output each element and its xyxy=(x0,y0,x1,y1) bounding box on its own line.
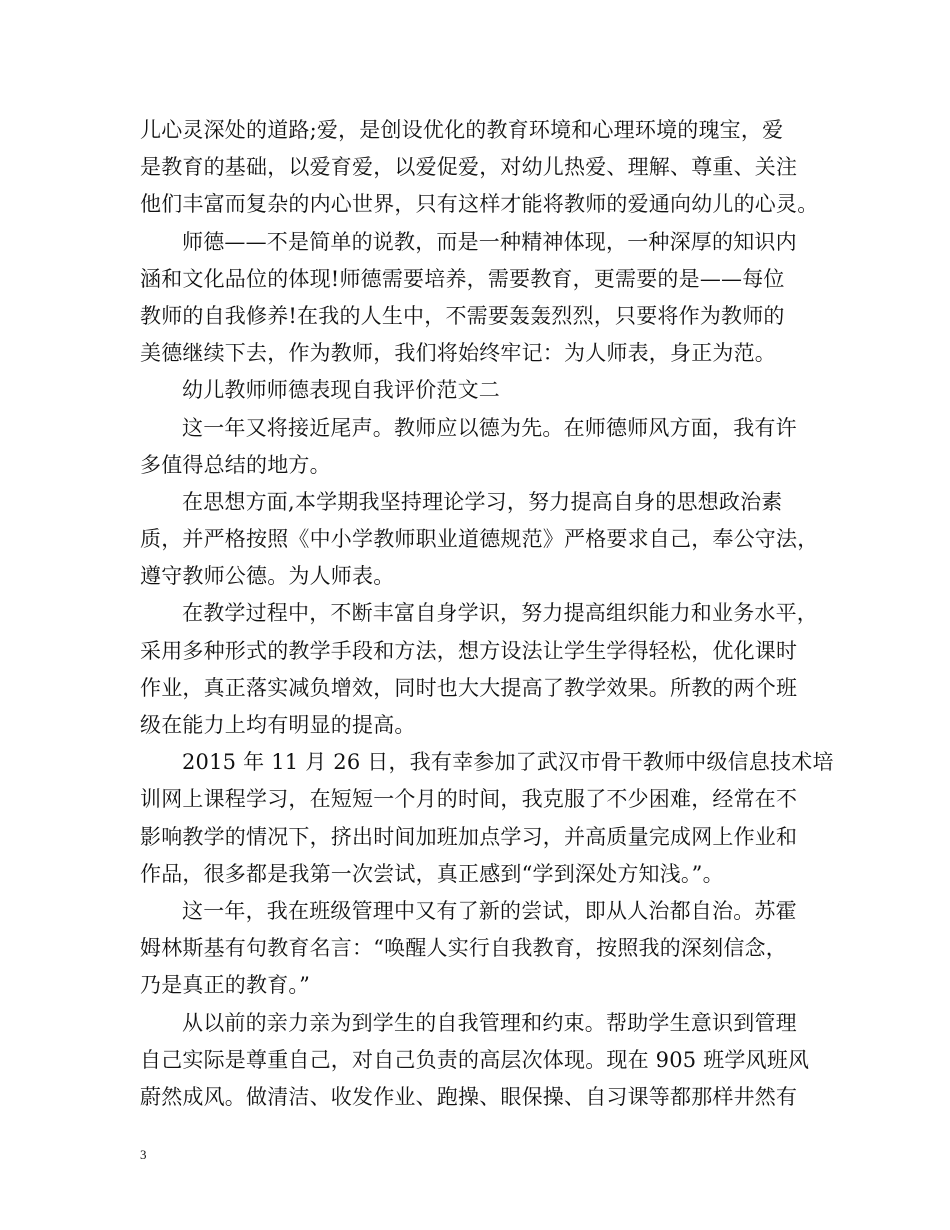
text-line: 儿心灵深处的道路;爱，是创设优化的教育环境和心理环境的瑰宝，爱 xyxy=(140,118,784,142)
text-line: 采用多种形式的教学手段和方法，想方设法让学生学得轻松，优化课时 xyxy=(140,638,798,663)
text-line: 教师的自我修养!在我的人生中，不需要轰轰烈烈，只要将作为教师的 xyxy=(140,303,785,328)
page-number: 3 xyxy=(140,1147,147,1162)
text-line: 影响教学的情况下，挤出时间加班加点学习，并高质量完成网上作业和 xyxy=(140,824,798,849)
text-line: 作业，真正落实减负增效，同时也大大提高了教学效果。所教的两个班 xyxy=(140,675,798,700)
text-line: 多值得总结的地方。 xyxy=(140,452,331,477)
text-line: 这一年又将接近尾声。教师应以德为先。在师德师风方面，我有许 xyxy=(182,415,797,440)
text-line: 姆林斯基有句教育名言：“唤醒人实行自我教育，按照我的深刻信念， xyxy=(140,936,787,961)
text-line: 2015 年 11 月 26 日，我有幸参加了武汉市骨干教师中级信息技术培 xyxy=(182,750,834,775)
text-line: 训网上课程学习，在短短一个月的时间，我克服了不少困难，经常在不 xyxy=(140,787,798,812)
text-line: 在思想方面,本学期我坚持理论学习，努力提高自身的思想政治素 xyxy=(182,489,783,514)
text-line: 蔚然成风。做清洁、收发作业、跑操、眼保操、自习课等都那样井然有 xyxy=(140,1084,798,1109)
text-line: 自己实际是尊重自己，对自己负责的高层次体现。现在 905 班学风班风 xyxy=(140,1047,810,1072)
text-line: 师德——不是简单的说教，而是一种精神体现，一种深厚的知识内 xyxy=(182,229,797,254)
text-line: 级在能力上均有明显的提高。 xyxy=(140,713,416,737)
text-line: 乃是真正的教育。” xyxy=(140,973,311,998)
text-line: 在教学过程中，不断丰富自身学识，努力提高组织能力和业务水平， xyxy=(182,601,818,626)
text-line: 作品，很多都是我第一次尝试，真正感到“学到深处方知浅。”。 xyxy=(140,861,724,886)
text-line: 涵和文化品位的体现!师德需要培养，需要教育，更需要的是——每位 xyxy=(140,266,785,291)
text-line: 美德继续下去，作为教师，我们将始终牢记：为人师表，身正为范。 xyxy=(140,341,776,366)
text-line: 是教育的基础，以爱育爱，以爱促爱，对幼儿热爱、理解、尊重、关注 xyxy=(140,155,798,180)
section-heading: 幼儿教师师德表现自我评价范文二 xyxy=(182,378,500,403)
text-line: 他们丰富而复杂的内心世界，只有这样才能将教师的爱通向幼儿的心灵。 xyxy=(140,192,819,217)
text-line: 这一年，我在班级管理中又有了新的尝试，即从人治都自治。苏霍 xyxy=(182,898,797,923)
text-line: 质，并严格按照《中小学教师职业道德规范》严格要求自己，奉公守法， xyxy=(140,527,819,552)
text-line: 从以前的亲力亲为到学生的自我管理和约束。帮助学生意识到管理 xyxy=(182,1010,797,1035)
body-text xyxy=(140,112,834,1116)
text-line: 遵守教师公德。为人师表。 xyxy=(140,564,395,589)
